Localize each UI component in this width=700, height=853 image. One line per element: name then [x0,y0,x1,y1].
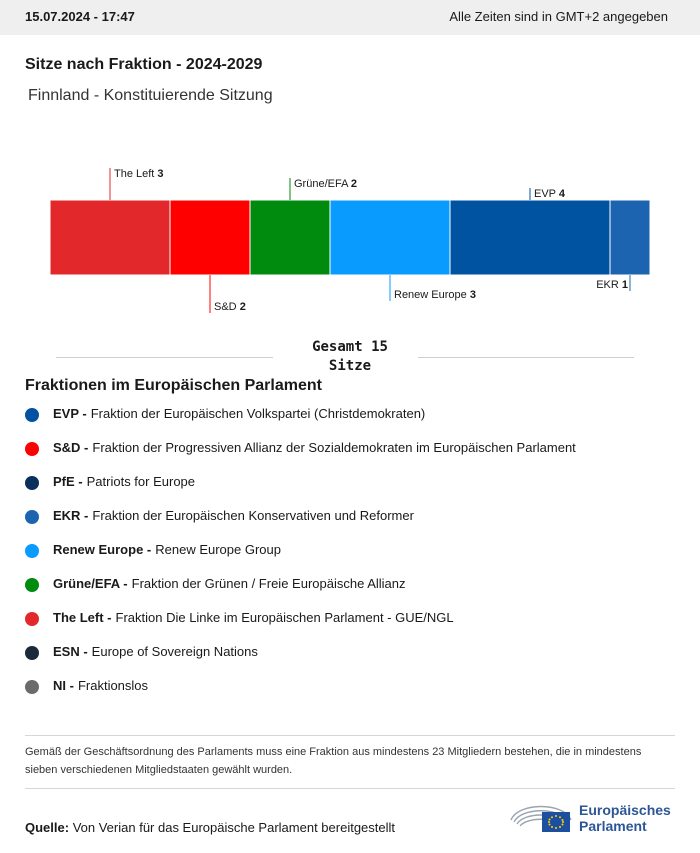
legend-abbr: PfE - [53,474,83,489]
segment-label-name: EVP [534,188,559,200]
bar-segment [330,200,450,275]
segment-label-value: 3 [157,168,164,180]
footnote: Gemäß der Geschäftsordnung des Parlaments muss eine Fraktion aus mindestens 23 Mitgliedern bestehen, die in mindestens sieben verschiedenen Mitgliedstaaten gewählt wurden. [25,746,642,776]
segment-label-value: 2 [239,301,246,313]
segment-label [596,279,628,291]
segment-label-name: Renew Europe [394,289,470,301]
legend-name: Fraktion der Europäischen Volkspartei (Christdemokraten) [90,406,426,421]
bar-segment [50,200,170,275]
color-dot-icon [25,510,39,524]
total-seats [275,338,425,376]
chart-title: Sitze nach Fraktion - 2024-2029 [25,56,263,73]
legend-abbr: Grüne/EFA - [53,576,128,591]
legend-name: Patriots for Europe [86,474,196,489]
logo-text [579,802,671,834]
source-text: Von Verian für das Europäische Parlament bereitgestellt [72,820,396,835]
segment-label [394,289,476,301]
legend-name: Fraktion der Grünen / Freie Europäische Allianz [131,576,406,591]
legend-name: Renew Europe Group [155,542,281,557]
legend-item [25,610,576,644]
legend-name: Fraktion der Progressiven Allianz der Sozialdemokraten im Europäischen Parlament [92,440,576,455]
bar-segment [170,200,250,275]
legend-abbr: Renew Europe - [53,542,152,557]
legend-abbr: ESN - [53,644,88,659]
segment-label-value: 2 [350,178,357,190]
total-divider-right [418,357,634,358]
total-divider-left [56,357,273,358]
group-legend [25,406,576,712]
segment-label [294,178,357,190]
source-line [25,820,395,835]
legend-item [25,440,576,474]
top-bar [0,0,700,35]
segment-label-value: 3 [469,289,476,301]
timezone-note: Alle Zeiten sind in GMT+2 angegeben [449,9,668,24]
legend-name: Fraktion Die Linke im Europäischen Parlament - GUE/NGL [115,610,454,625]
color-dot-icon [25,544,39,558]
legend-abbr: The Left - [53,610,112,625]
legend-name: Europe of Sovereign Nations [91,644,258,659]
color-dot-icon [25,408,39,422]
segment-label [534,188,566,200]
segment-label-value: 4 [558,188,565,200]
chart-subtitle: Finnland - Konstituierende Sitzung [28,87,273,104]
legend-name: Fraktion der Europäischen Konservativen und Reformer [92,508,414,523]
legend-abbr: EVP - [53,406,87,421]
color-dot-icon [25,476,39,490]
divider [25,735,675,736]
color-dot-icon [25,646,39,660]
legend-item [25,542,576,576]
segment-label-name: Grüne/EFA [294,178,351,190]
logo-line-1: Europäisches [579,802,671,818]
bar-segment [450,200,610,275]
ep-logo [508,798,678,838]
datetime: 15.07.2024 - 17:47 [25,9,135,24]
segment-label-value: 1 [621,279,628,291]
total-unit: Sitze [328,358,372,374]
color-dot-icon [25,578,39,592]
legend-name: Fraktionslos [77,678,149,693]
legend-title: Fraktionen im Europäischen Parlament [25,377,322,394]
parliament-building-icon [508,798,574,838]
legend-item [25,644,576,678]
bar-segment [250,200,330,275]
source-label: Quelle: [25,820,70,835]
seat-bar-chart [0,150,700,320]
segment-label-name: S&D [214,301,240,313]
legend-abbr: EKR - [53,508,89,523]
legend-item [25,474,576,508]
segment-label [114,168,164,180]
divider [25,788,675,789]
legend-abbr: NI - [53,678,74,693]
color-dot-icon [25,442,39,456]
segment-label-name: The Left [114,168,158,180]
bar-segment [610,200,650,275]
segment-label-name: EKR [596,279,622,291]
legend-item [25,406,576,440]
logo-line-2: Parlament [579,818,647,834]
segment-label [214,301,246,313]
legend-item [25,678,576,712]
total-label: Gesamt 15 [312,339,388,355]
legend-abbr: S&D - [53,440,89,455]
color-dot-icon [25,612,39,626]
color-dot-icon [25,680,39,694]
legend-item [25,508,576,542]
legend-item [25,576,576,610]
